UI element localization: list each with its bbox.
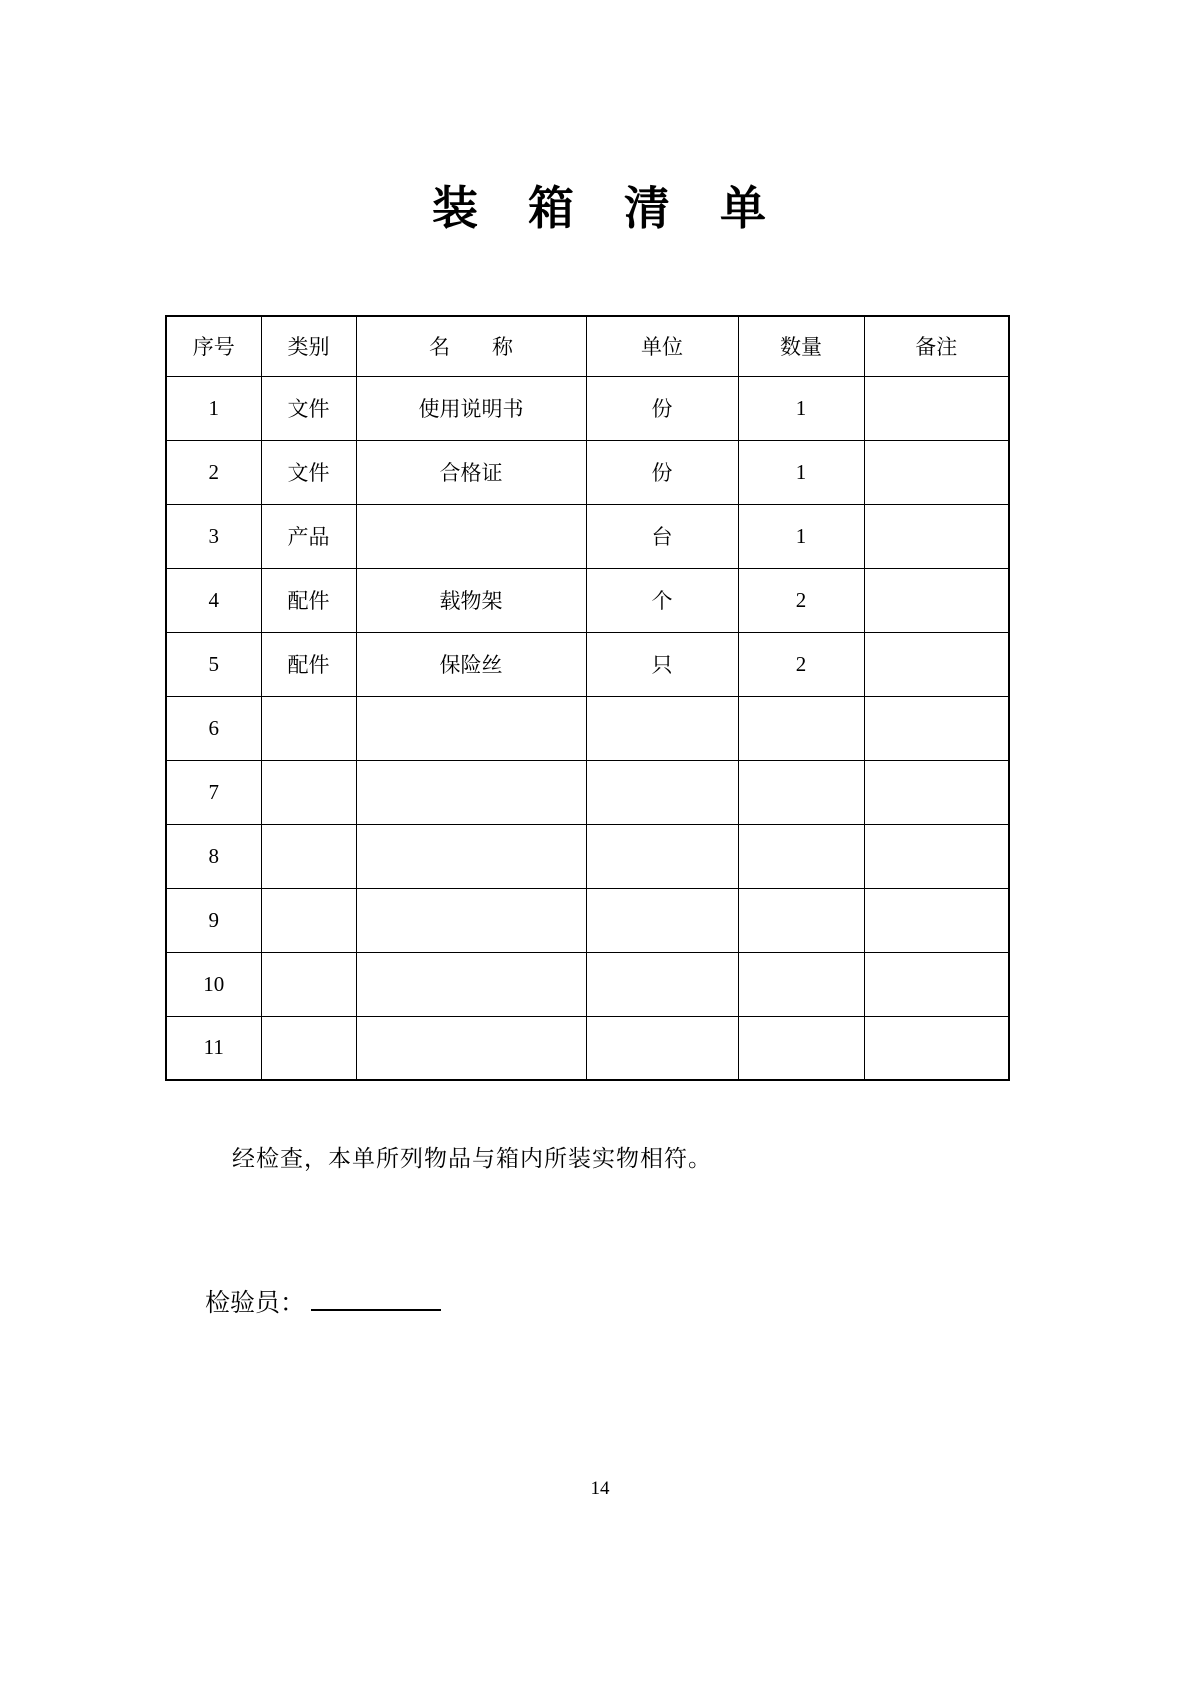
header-category: 类别 bbox=[261, 316, 356, 376]
page-title: 装 箱 清 单 bbox=[432, 183, 768, 234]
cell-quantity bbox=[738, 824, 864, 888]
cell-serial-number: 10 bbox=[166, 952, 261, 1016]
cell-unit: 只 bbox=[586, 632, 738, 696]
table-row bbox=[166, 1016, 1009, 1080]
table-row bbox=[166, 696, 1009, 760]
cell-remarks bbox=[864, 952, 1009, 1016]
table-row bbox=[166, 376, 1009, 440]
cell-serial-number: 8 bbox=[166, 824, 261, 888]
cell-unit bbox=[586, 824, 738, 888]
packing-list-table bbox=[165, 315, 1010, 1081]
cell-serial-number: 2 bbox=[166, 440, 261, 504]
cell-quantity: 1 bbox=[738, 376, 864, 440]
cell-serial-number: 9 bbox=[166, 888, 261, 952]
cell-name: 载物架 bbox=[356, 568, 586, 632]
cell-name bbox=[356, 760, 586, 824]
cell-remarks bbox=[864, 504, 1009, 568]
cell-remarks bbox=[864, 440, 1009, 504]
cell-unit bbox=[586, 952, 738, 1016]
cell-remarks bbox=[864, 824, 1009, 888]
inspection-note: 经检查，本单所列物品与箱内所装实物相符。 bbox=[232, 1146, 712, 1171]
cell-remarks bbox=[864, 376, 1009, 440]
cell-category: 产品 bbox=[261, 504, 356, 568]
table-header-row bbox=[166, 316, 1009, 376]
cell-unit bbox=[586, 1016, 738, 1080]
cell-quantity: 2 bbox=[738, 632, 864, 696]
cell-serial-number: 6 bbox=[166, 696, 261, 760]
table-row bbox=[166, 952, 1009, 1016]
cell-quantity bbox=[738, 696, 864, 760]
cell-quantity bbox=[738, 1016, 864, 1080]
cell-unit: 台 bbox=[586, 504, 738, 568]
inspector-row bbox=[205, 1283, 441, 1319]
cell-quantity: 2 bbox=[738, 568, 864, 632]
cell-name bbox=[356, 824, 586, 888]
cell-unit bbox=[586, 696, 738, 760]
cell-remarks bbox=[864, 888, 1009, 952]
cell-quantity bbox=[738, 760, 864, 824]
cell-name: 使用说明书 bbox=[356, 376, 586, 440]
inspector-label: 检验员： bbox=[205, 1290, 306, 1317]
cell-name: 保险丝 bbox=[356, 632, 586, 696]
cell-quantity: 1 bbox=[738, 504, 864, 568]
cell-unit: 份 bbox=[586, 376, 738, 440]
header-unit: 单位 bbox=[586, 316, 738, 376]
table-row bbox=[166, 824, 1009, 888]
cell-name bbox=[356, 504, 586, 568]
cell-serial-number: 5 bbox=[166, 632, 261, 696]
cell-remarks bbox=[864, 632, 1009, 696]
cell-unit bbox=[586, 760, 738, 824]
inspector-signature-line bbox=[311, 1284, 441, 1311]
header-remarks: 备注 bbox=[864, 316, 1009, 376]
cell-unit: 份 bbox=[586, 440, 738, 504]
cell-serial-number: 1 bbox=[166, 376, 261, 440]
cell-name bbox=[356, 1016, 586, 1080]
cell-name bbox=[356, 888, 586, 952]
cell-category bbox=[261, 1016, 356, 1080]
cell-category: 文件 bbox=[261, 376, 356, 440]
cell-category: 配件 bbox=[261, 632, 356, 696]
cell-category: 配件 bbox=[261, 568, 356, 632]
cell-category bbox=[261, 760, 356, 824]
cell-remarks bbox=[864, 696, 1009, 760]
cell-category bbox=[261, 888, 356, 952]
table-row bbox=[166, 440, 1009, 504]
cell-category bbox=[261, 824, 356, 888]
cell-serial-number: 7 bbox=[166, 760, 261, 824]
table-row bbox=[166, 568, 1009, 632]
cell-remarks bbox=[864, 1016, 1009, 1080]
cell-name bbox=[356, 952, 586, 1016]
cell-unit: 个 bbox=[586, 568, 738, 632]
cell-serial-number: 11 bbox=[166, 1016, 261, 1080]
header-serial-number: 序号 bbox=[166, 316, 261, 376]
cell-unit bbox=[586, 888, 738, 952]
table-row bbox=[166, 760, 1009, 824]
cell-serial-number: 3 bbox=[166, 504, 261, 568]
cell-serial-number: 4 bbox=[166, 568, 261, 632]
cell-quantity bbox=[738, 888, 864, 952]
header-quantity: 数量 bbox=[738, 316, 864, 376]
cell-quantity bbox=[738, 952, 864, 1016]
cell-name: 合格证 bbox=[356, 440, 586, 504]
cell-quantity: 1 bbox=[738, 440, 864, 504]
cell-remarks bbox=[864, 568, 1009, 632]
cell-category: 文件 bbox=[261, 440, 356, 504]
table-row bbox=[166, 504, 1009, 568]
cell-remarks bbox=[864, 760, 1009, 824]
header-name: 名 称 bbox=[356, 316, 586, 376]
cell-name bbox=[356, 696, 586, 760]
cell-category bbox=[261, 696, 356, 760]
page-number: 14 bbox=[590, 1478, 610, 1499]
table-body bbox=[166, 376, 1009, 1080]
table-row bbox=[166, 632, 1009, 696]
table-row bbox=[166, 888, 1009, 952]
cell-category bbox=[261, 952, 356, 1016]
